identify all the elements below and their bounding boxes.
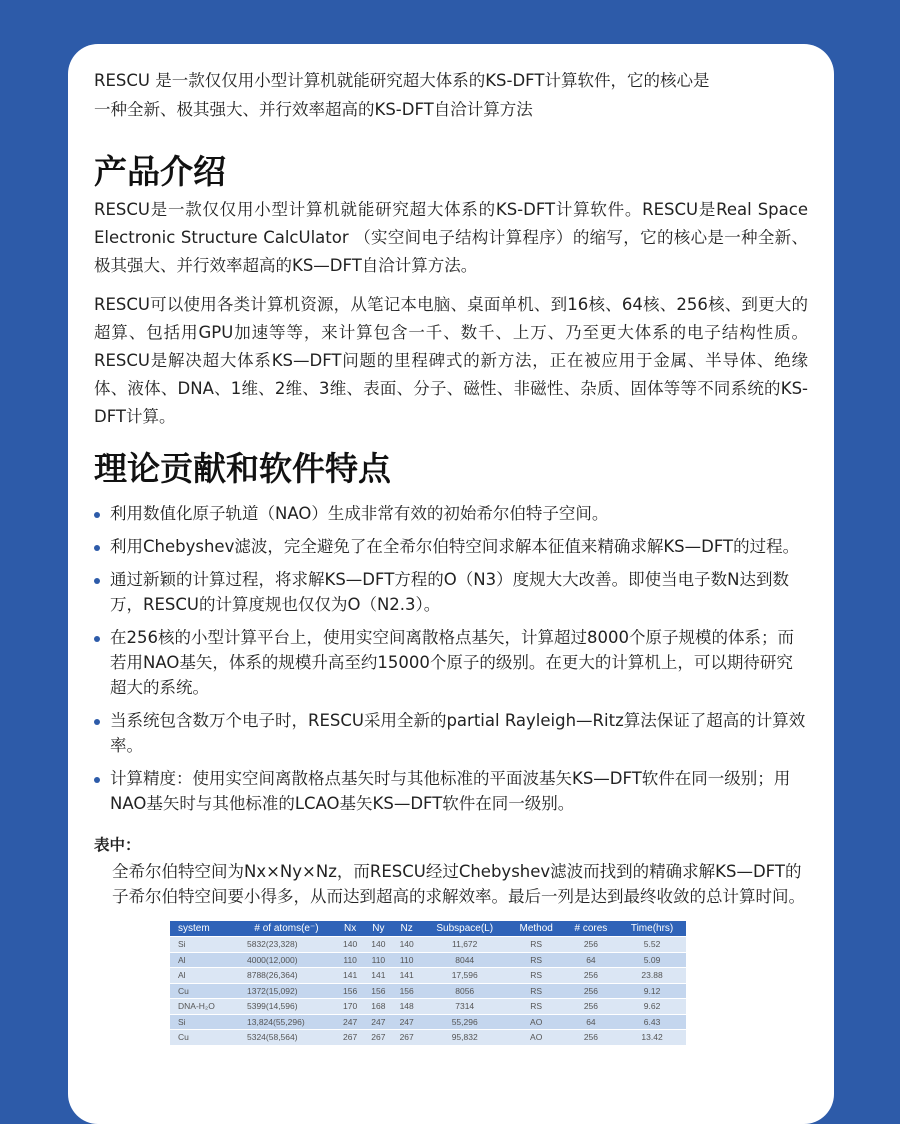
header-subspace: Subspace(L) — [421, 921, 509, 937]
table-header-row — [170, 921, 686, 937]
cell-ny: 140 — [364, 937, 392, 953]
product-paragraph-1: RESCU是一款仅仅用小型计算机就能研究超大体系的KS-DFT计算软件。RESCU是Real Space Electronic Structure CalcUlator （实空间电子结构计算程序）的缩写，它的核心是一种全新、极其强大、并行效率超高的KS—DFT自洽计算方法。 — [94, 200, 808, 275]
cell-atoms: 8788(26,364) — [237, 968, 336, 984]
cell-ny: 141 — [364, 968, 392, 984]
cell-ny: 156 — [364, 983, 392, 999]
cell-atoms: 1372(15,092) — [237, 983, 336, 999]
cell-cores: 256 — [564, 983, 618, 999]
table-row — [170, 937, 686, 953]
list-item-text: 通过新颖的计算过程，将求解KS—DFT方程的O（N3）度规大大改善。即使当电子数N达到数万，RESCU的计算度规也仅仅为O（N2.3）。 — [110, 570, 789, 614]
cell-subspace: 11,672 — [421, 937, 509, 953]
cell-time: 9.62 — [618, 999, 686, 1015]
list-item-text: 计算精度：使用实空间离散格点基矢时与其他标准的平面波基矢KS—DFT软件在同一级别；用NAO基矢时与其他标准的LCAO基矢KS—DFT软件在同一级别。 — [110, 769, 791, 813]
list-item-text: 利用Chebyshev滤波，完全避免了在全希尔伯特空间求解本征值来精确求解KS—DFT的过程。 — [110, 537, 800, 556]
cell-time: 13.42 — [618, 1030, 686, 1045]
cell-cores: 256 — [564, 1030, 618, 1045]
cell-atoms: 5324(58,564) — [237, 1030, 336, 1045]
table-row — [170, 968, 686, 984]
bullet-icon — [94, 719, 100, 725]
list-item-text: 当系统包含数万个电子时，RESCU采用全新的partial Rayleigh—Ritz算法保证了超高的计算效率。 — [110, 711, 806, 755]
cell-subspace: 8056 — [421, 983, 509, 999]
table-row — [170, 1030, 686, 1045]
cell-cores: 64 — [564, 952, 618, 968]
cell-nz: 140 — [393, 937, 421, 953]
table-note-label: 表中： — [94, 836, 141, 854]
header-cores: # cores — [564, 921, 618, 937]
feature-list — [94, 501, 808, 816]
intro-line-1: RESCU 是一款仅仅用小型计算机就能研究超大体系的KS-DFT计算软件，它的核心是 — [94, 71, 710, 90]
cell-method: AO — [509, 1014, 564, 1030]
cell-cores: 256 — [564, 999, 618, 1015]
cell-method: RS — [509, 983, 564, 999]
theory-heading: 理论贡献和软件特点 — [94, 449, 391, 488]
cell-system: Cu — [170, 983, 237, 999]
cell-system: Al — [170, 968, 237, 984]
cell-nx: 156 — [336, 983, 364, 999]
cell-time: 5.09 — [618, 952, 686, 968]
cell-subspace: 17,596 — [421, 968, 509, 984]
cell-nz: 267 — [393, 1030, 421, 1045]
cell-method: AO — [509, 1030, 564, 1045]
cell-nx: 267 — [336, 1030, 364, 1045]
bullet-icon — [94, 636, 100, 642]
bullet-icon — [94, 545, 100, 551]
cell-cores: 64 — [564, 1014, 618, 1030]
list-item — [94, 501, 808, 526]
cell-method: RS — [509, 952, 564, 968]
cell-system: Si — [170, 1014, 237, 1030]
cell-system: DNA-H₂O — [170, 999, 237, 1015]
cell-ny: 267 — [364, 1030, 392, 1045]
cell-atoms: 4000(12,000) — [237, 952, 336, 968]
cell-atoms: 13,824(55,296) — [237, 1014, 336, 1030]
list-item — [94, 708, 808, 758]
cell-time: 9.12 — [618, 983, 686, 999]
cell-time: 6.43 — [618, 1014, 686, 1030]
cell-subspace: 8044 — [421, 952, 509, 968]
cell-atoms: 5832(23,328) — [237, 937, 336, 953]
header-system: system — [170, 921, 237, 937]
bullet-icon — [94, 512, 100, 518]
cell-nx: 140 — [336, 937, 364, 953]
cell-system: Cu — [170, 1030, 237, 1045]
table-row — [170, 983, 686, 999]
cell-nz: 156 — [393, 983, 421, 999]
cell-subspace: 55,296 — [421, 1014, 509, 1030]
cell-cores: 256 — [564, 937, 618, 953]
cell-time: 23.88 — [618, 968, 686, 984]
benchmark-table — [170, 921, 686, 1045]
header-time: Time(hrs) — [618, 921, 686, 937]
table-note-text: 全希尔伯特空间为Nx×Ny×Nz，而RESCU经过Chebyshev滤波而找到的精确求解KS—DFT的子希尔伯特空间要小得多，从而达到超高的求解效率。最后一列是达到最终收敛的总计算时间。 — [112, 862, 805, 906]
cell-ny: 110 — [364, 952, 392, 968]
product-paragraph-2: RESCU可以使用各类计算机资源，从笔记本电脑、桌面单机、到16核、64核、256核、到更大的超算、包括用GPU加速等等，来计算包含一千、数千、上万、乃至更大体系的电子结构性质。RESCU是解决超大体系KS—DFT问题的里程碑式的新方法，正在被应用于金属、半导体、绝缘体、液体、DNA、1维、2维、3维、表面、分子、磁性、非磁性、杂质、固体等等不同系统的KS-DFT计算。 — [94, 295, 808, 426]
cell-method: RS — [509, 937, 564, 953]
table-row — [170, 952, 686, 968]
intro-line-2: 一种全新、极其强大、并行效率超高的KS-DFT自洽计算方法 — [94, 100, 533, 119]
cell-system: Si — [170, 937, 237, 953]
list-item — [94, 766, 808, 816]
table-row — [170, 999, 686, 1015]
cell-method: RS — [509, 999, 564, 1015]
list-item — [94, 567, 808, 617]
cell-ny: 168 — [364, 999, 392, 1015]
cell-nz: 247 — [393, 1014, 421, 1030]
cell-nx: 141 — [336, 968, 364, 984]
cell-time: 5.52 — [618, 937, 686, 953]
header-nx: Nx — [336, 921, 364, 937]
cell-nz: 110 — [393, 952, 421, 968]
list-item-text: 利用数值化原子轨道（NAO）生成非常有效的初始希尔伯特子空间。 — [110, 504, 609, 523]
cell-ny: 247 — [364, 1014, 392, 1030]
cell-nz: 141 — [393, 968, 421, 984]
header-atoms: # of atoms(e⁻) — [237, 921, 336, 937]
cell-nx: 247 — [336, 1014, 364, 1030]
cell-cores: 256 — [564, 968, 618, 984]
table-row — [170, 1014, 686, 1030]
cell-atoms: 5399(14,596) — [237, 999, 336, 1015]
cell-nx: 170 — [336, 999, 364, 1015]
cell-system: Al — [170, 952, 237, 968]
header-ny: Ny — [364, 921, 392, 937]
header-method: Method — [509, 921, 564, 937]
bullet-icon — [94, 777, 100, 783]
cell-subspace: 7314 — [421, 999, 509, 1015]
header-nz: Nz — [393, 921, 421, 937]
list-item-text: 在256核的小型计算平台上，使用实空间离散格点基矢，计算超过8000个原子规模的体系；而若用NAO基矢，体系的规模升高至约15000个原子的级别。在更大的计算机上，可以期待研究超大的系统。 — [110, 628, 794, 697]
cell-subspace: 95,832 — [421, 1030, 509, 1045]
content-card — [68, 44, 834, 1124]
cell-nz: 148 — [393, 999, 421, 1015]
bullet-icon — [94, 578, 100, 584]
list-item — [94, 534, 808, 559]
product-heading: 产品介绍 — [94, 152, 226, 191]
list-item — [94, 625, 808, 700]
cell-method: RS — [509, 968, 564, 984]
cell-nx: 110 — [336, 952, 364, 968]
